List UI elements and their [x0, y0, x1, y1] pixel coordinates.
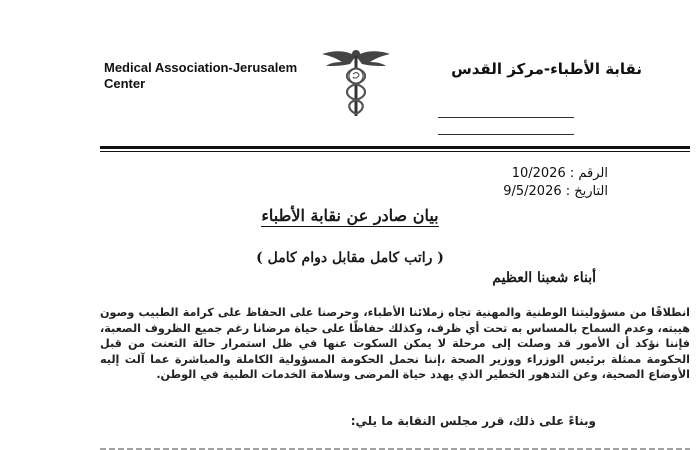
- cut-off-line: [100, 440, 690, 450]
- reference-number: الرقم : 10/2026: [511, 166, 608, 181]
- document-title: [0, 206, 700, 225]
- en-name-line1: Medical Association-Jerusalem: [104, 60, 298, 75]
- en-organization-name: [104, 60, 297, 92]
- header-divider-thin: [100, 151, 690, 152]
- en-name-line2: Center: [104, 76, 146, 91]
- decision-intro: وبناءً على ذلك، قرر مجلس النقابة ما يلي:: [350, 414, 596, 428]
- signature-line: [438, 117, 574, 118]
- document-subtitle: ( راتب كامل مقابل دوام كامل ): [256, 250, 444, 266]
- document-title-text: بيان صادر عن نقابة الأطباء: [261, 206, 439, 225]
- body-paragraph: انطلاقًا من مسؤوليتنا الوطنية والمهنية تجاه زملائنا الأطباء، وحرصنا على الحفاظ على كرامة الطبيب وصون هيبته، وعدم السماح بالمساس به تحت أي ظرف، وكذلك حفاظًا على حياة مرضانا رغم جميع الظروف الصعبة، فإننا نؤكد أن الأمور قد وصلت إلى مرحلة لا يمكن السكوت عنها في ظل استمرار حالة التعنت من قبل الحكومة ممثلة برئيس الوزراء ووزير الصحة ،إننا نحمل الحكومة المسؤولية الكاملة والمباشرة عما آلت إليه الأوضاع الصحية، وعن التدهور الخطير الذي يهدد حياة المرضى وسلامة الخدمات الطبية في الوطن.: [100, 306, 690, 381]
- signature-line: [438, 134, 574, 135]
- ar-organization-name: نقابة الأطباء-مركز القدس: [451, 60, 642, 78]
- document-date: التاريخ : 9/5/2026: [503, 184, 608, 199]
- header-divider: [100, 146, 690, 149]
- greeting: أبناء شعبنا العظيم: [492, 270, 596, 286]
- caduceus-icon: [320, 44, 392, 120]
